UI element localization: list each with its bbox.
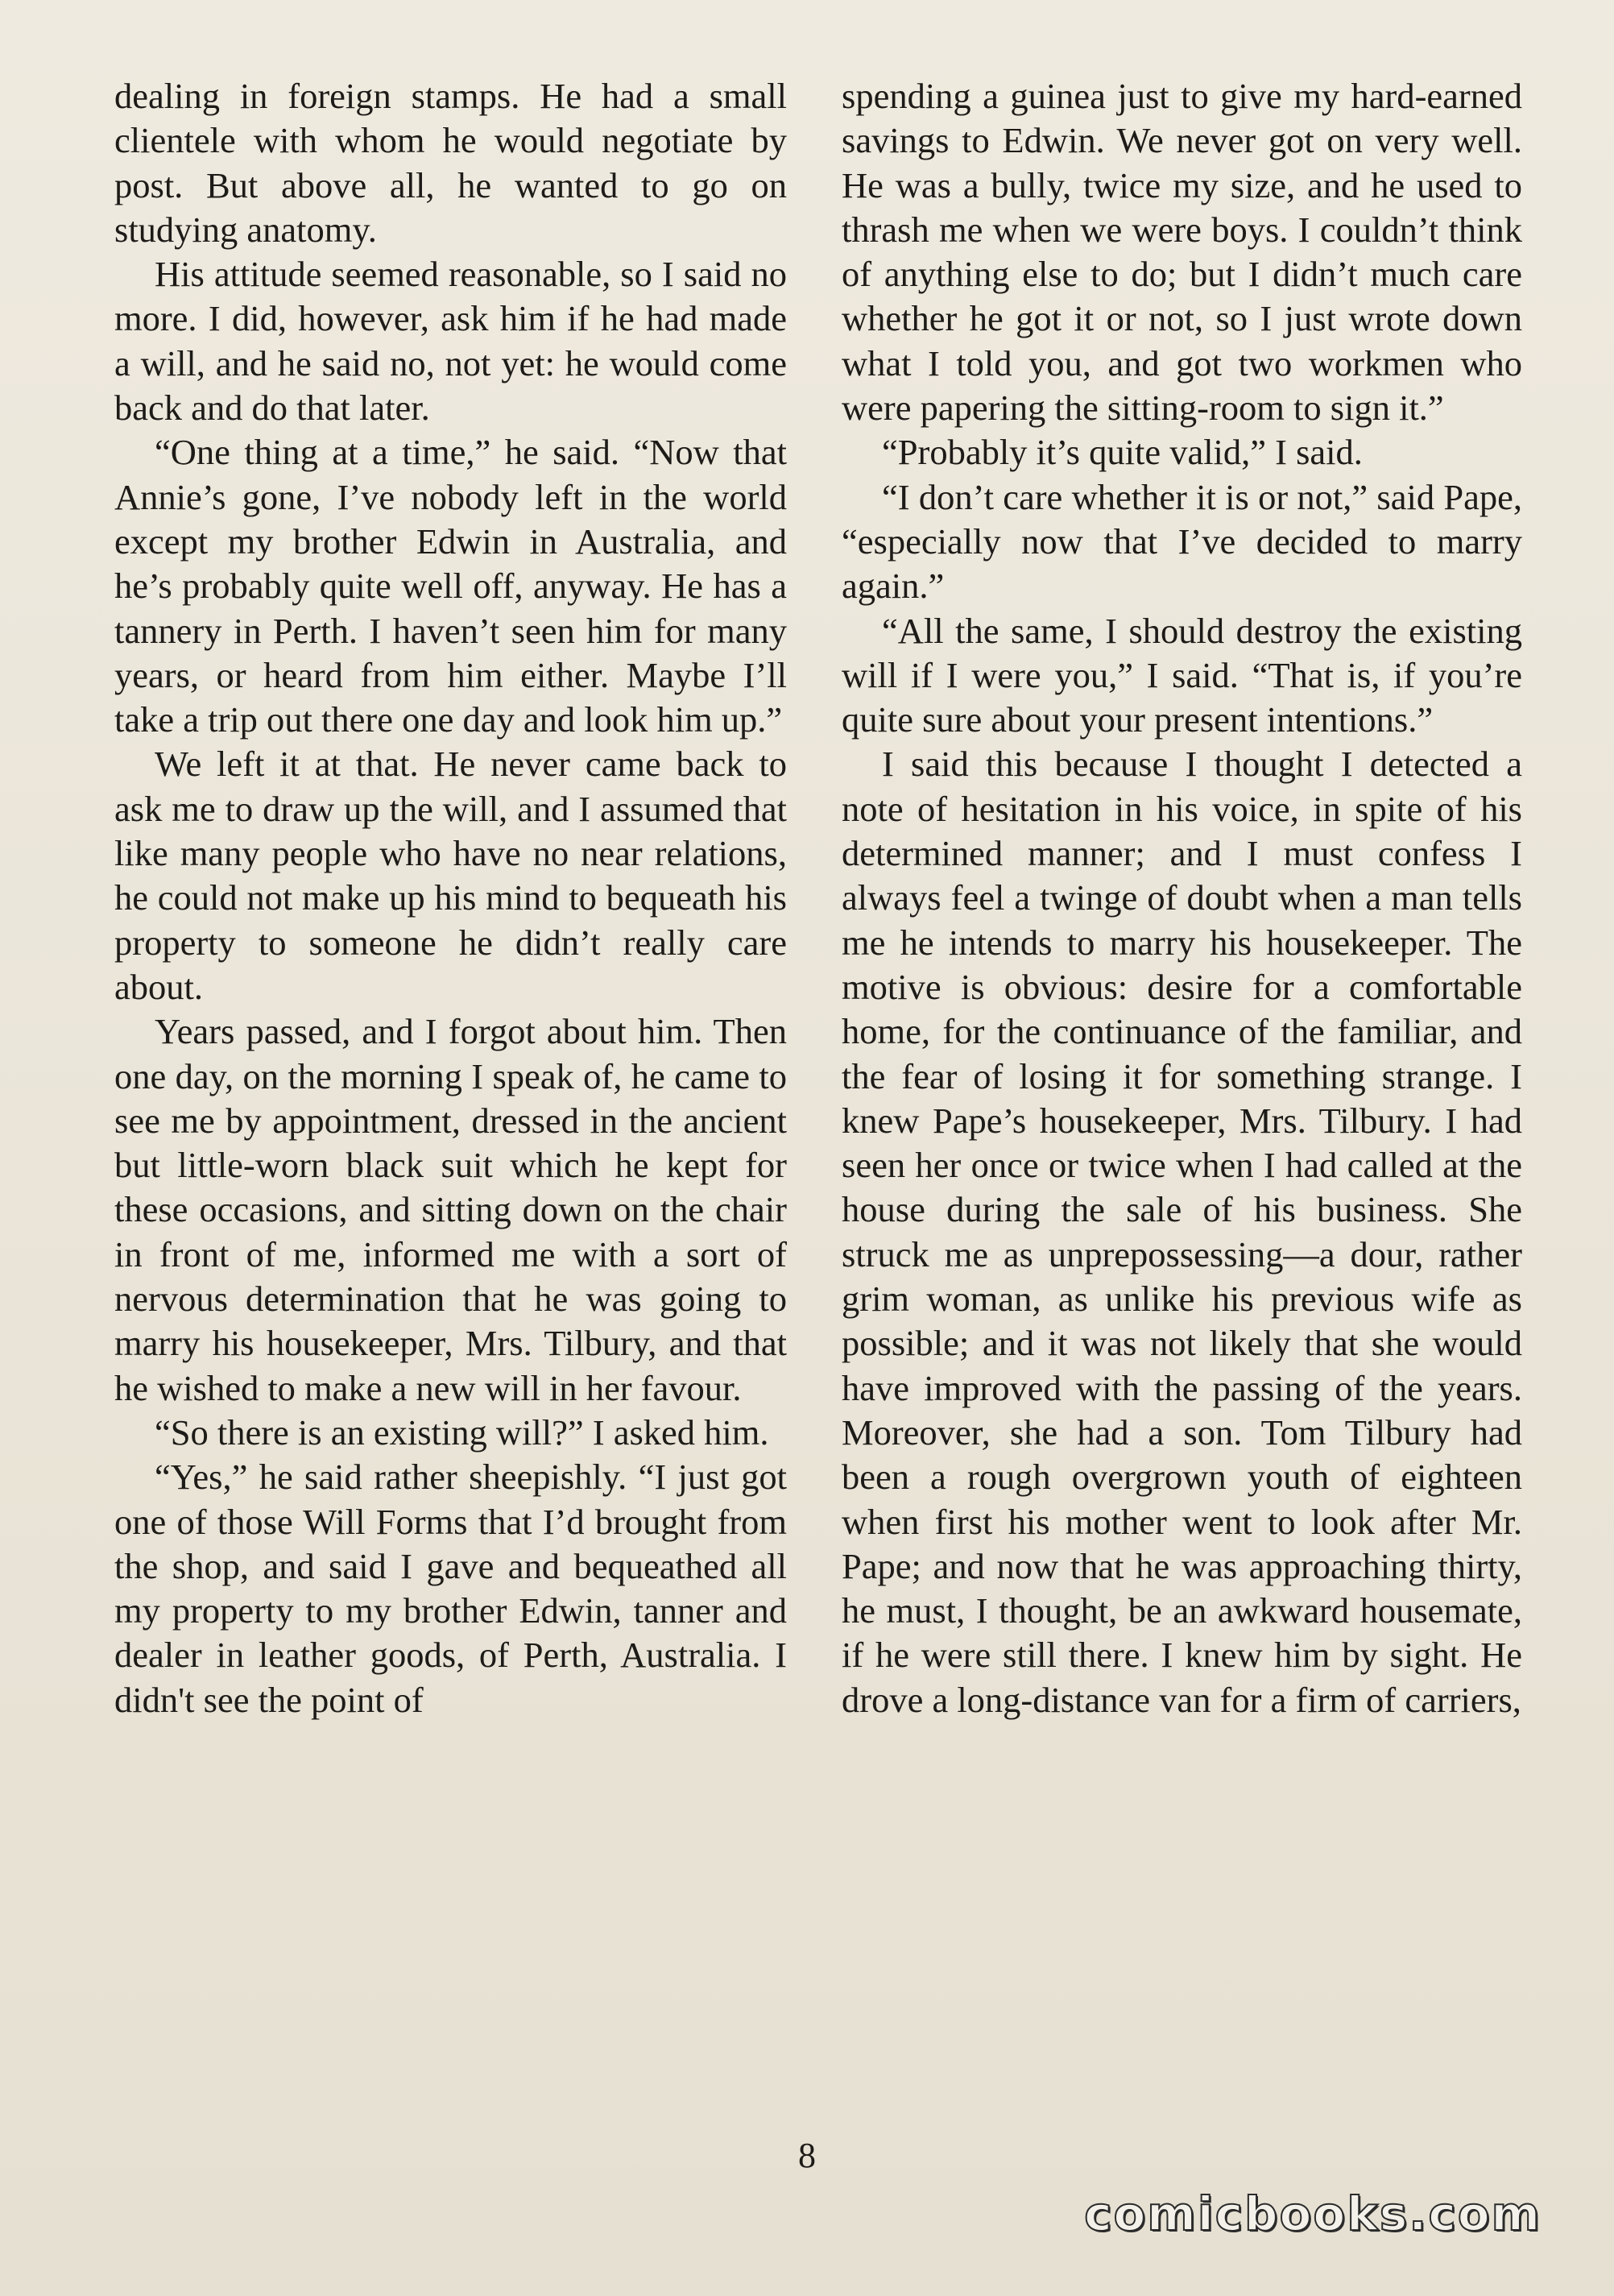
paragraph: “One thing at a time,” he said. “Now that Annie’s gone, I’ve nobody left in the world except my brother Edwin in Australia, and he’s probably quite well off, anyway. He has a tannery in Perth. I haven’t seen him for many years, or heard from him either. Maybe I’ll take a trip out there one day and look him up.” <box>114 432 787 740</box>
paragraph: I said this because I thought I detected a note of hesitation in his voice, in spite of his determined manner; and I must confess I always feel a twinge of doubt when a man tells me he intends to marry his housekeeper. The motive is obvious: desire for a comfortable home, for the continuance of the familiar, and the fear of losing it for something strange. I knew Pape’s housekeeper, Mrs. Tilbury. I had seen her once or twice when I had called at the house during the sale of his business. She struck me as unprepossessing—a dour, rather grim woman, as unlike his previous wife as possible; and it was not likely that she would have improved with the passing of the years. Moreover, she had a son. Tom Tilbury had been a rough overgrown youth of eighteen when first his mother went to look after Mr. Pape; and now that he was approaching thirty, he must, I thought, be an awkward housemate, if he were still there. I knew him by sight. He drove a long-distance van for a firm of carriers, <box>842 744 1522 1720</box>
paragraph: “Yes,” he said rather sheepishly. “I just got one of those Will Forms that I’d brought from the shop, and said I gave and bequeathed all my property to my brother Edwin, tanner and dealer in leather goods, of Perth, Australia. I didn't see the point of <box>114 1457 787 1720</box>
paragraph: We left it at that. He never came back to ask me to draw up the will, and I assumed that like many people who have no near relations, he could not make up his mind to bequeath his property to someone he didn’t really care about. <box>114 744 787 1007</box>
paragraph: spending a guinea just to give my hard-earned savings to Edwin. We never got on very well. He was a bully, twice my size, and he used to thrash me when we were boys. I couldn’t think of anything else to do; but I didn’t much care whether he got it or not, so I just wrote down what I told you, and got two workmen who were papering the sitting-room to sign it.” <box>842 76 1522 429</box>
page-number: 8 <box>798 2136 816 2175</box>
watermark-logo: comicbooks.com <box>1084 2186 1542 2241</box>
right-text-column <box>842 74 1522 1722</box>
paragraph: “All the same, I should destroy the existing will if I were you,” I said. “That is, if you’re quite sure about your present intentions.” <box>842 610 1522 740</box>
paragraph: dealing in foreign stamps. He had a small clientele with whom he would negotiate by post. But above all, he wanted to go on studying anatomy. <box>114 76 787 250</box>
paragraph: “I don’t care whether it is or not,” said Pape, “especially now that I’ve decided to marry again.” <box>842 476 1522 607</box>
left-text-column <box>114 74 787 1722</box>
paragraph: “So there is an existing will?” I asked him. <box>155 1411 769 1453</box>
paragraph: His attitude seemed reasonable, so I said no more. I did, however, ask him if he had made a will, and he said no, not yet: he would come back and do that later. <box>114 254 787 429</box>
paragraph: “Probably it’s quite valid,” I said. <box>882 432 1363 473</box>
paragraph: Years passed, and I forgot about him. Then one day, on the morning I speak of, he came to see me by appointment, dressed in the ancient but little-worn black suit which he kept for these occasions, and sitting down on the chair in front of me, informed me with a sort of nervous determination that he was going to marry his housekeeper, Mrs. Tilbury, and that he wished to make a new will in her favour. <box>114 1011 787 1408</box>
